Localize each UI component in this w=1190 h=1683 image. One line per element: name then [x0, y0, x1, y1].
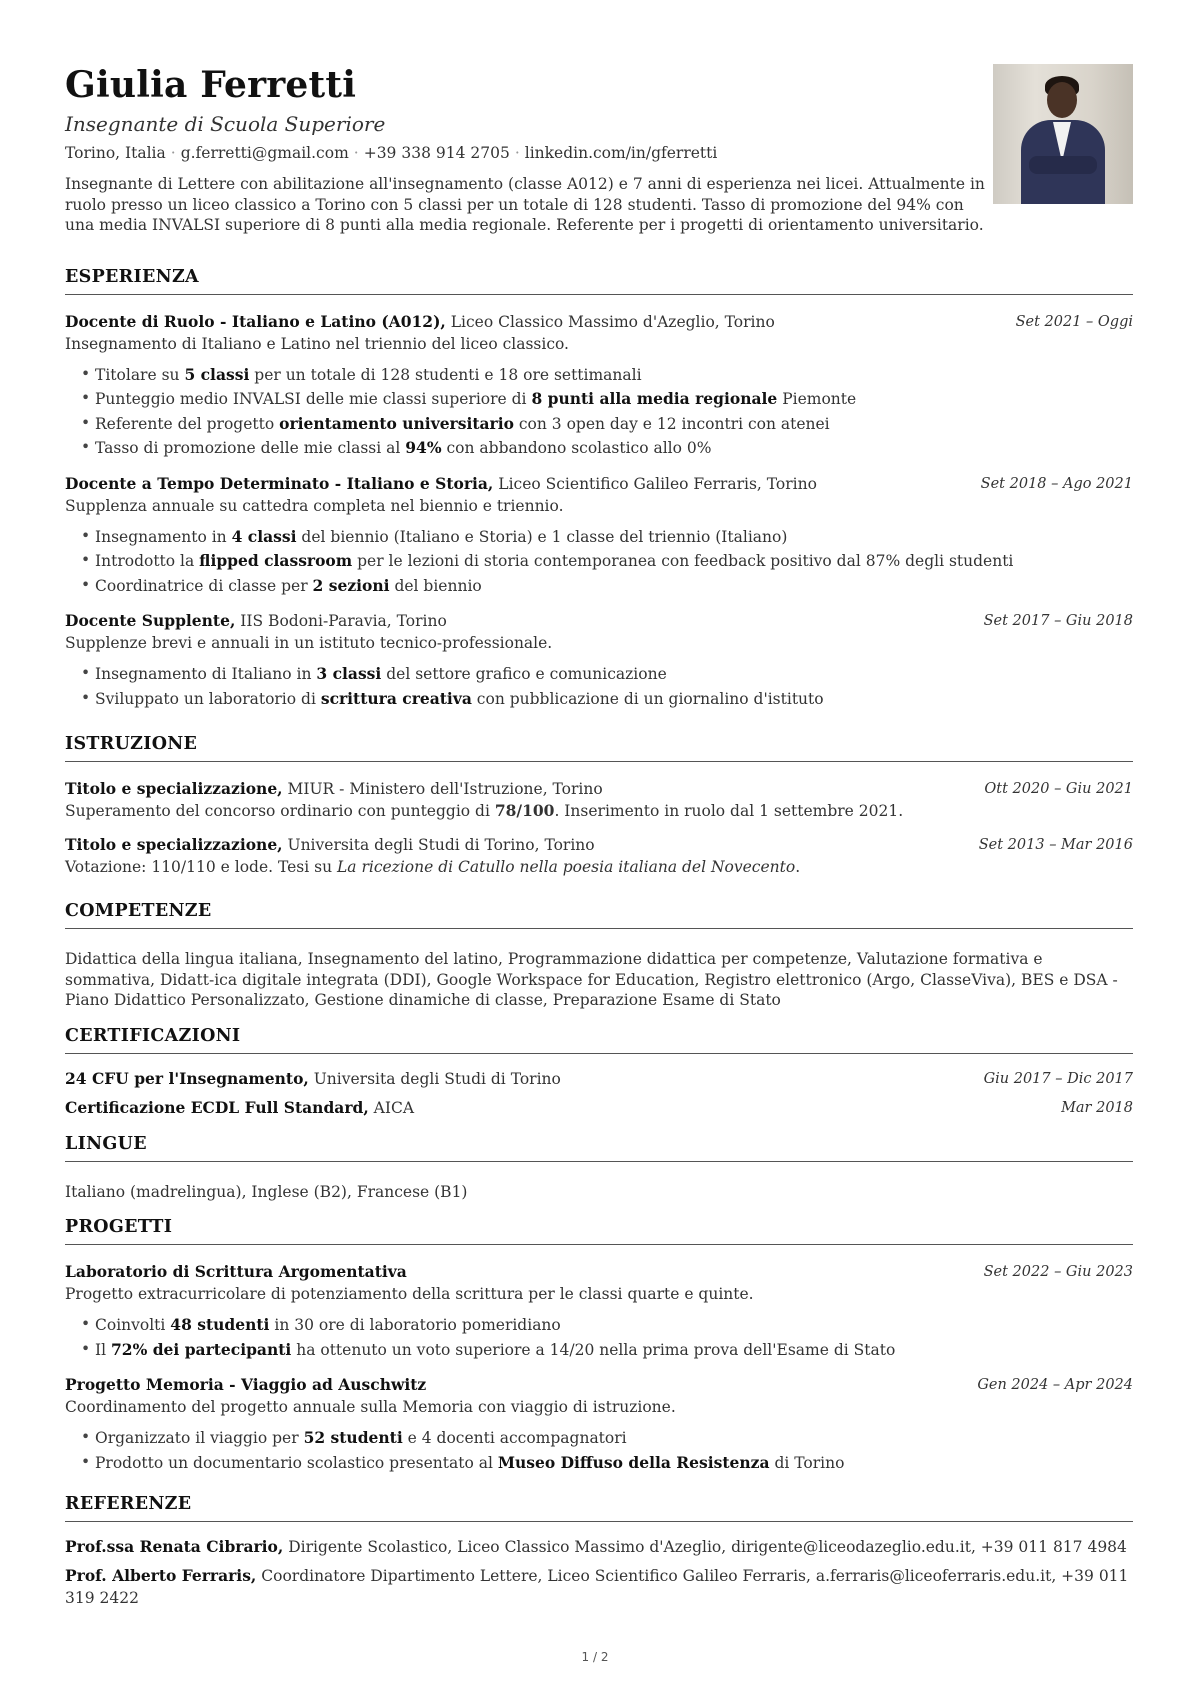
cert-org: Universita degli Studi di Torino	[308, 1069, 561, 1088]
contact-email[interactable]: g.ferretti@gmail.com	[180, 144, 349, 162]
reference-entry	[65, 1536, 1133, 1558]
reference-entry	[65, 1565, 1133, 1609]
cert-date: Mar 2018	[1061, 1099, 1133, 1116]
entry-heading	[65, 1261, 965, 1283]
contact-phone[interactable]: +39 338 914 2705	[363, 144, 510, 162]
experience-entry	[65, 311, 1133, 461]
entry-heading	[65, 311, 965, 333]
education-entry	[65, 778, 1133, 822]
entry-title: Titolo e specializzazione,	[65, 835, 283, 854]
entry-desc: Insegnamento di Italiano e Latino nel triennio del liceo classico.	[65, 334, 569, 353]
project-list	[65, 1261, 1133, 1475]
certification-entry	[65, 1068, 1133, 1090]
languages-text: Italiano (madrelingua), Inglese (B2), Francese (B1)	[65, 1182, 468, 1201]
contact-linkedin[interactable]: linkedin.com/in/gferretti	[524, 144, 718, 162]
entry-heading	[65, 1374, 965, 1396]
certification-entry	[65, 1097, 1133, 1119]
entry-org: Universita degli Studi di Torino, Torino	[282, 836, 595, 854]
bullet-list	[65, 1313, 1133, 1362]
entry-heading	[65, 610, 965, 632]
experience-entry	[65, 473, 1133, 599]
bullet-item: • Prodotto un documentario scolastico presentato al Museo Diffuso della Resistenza di Torino	[81, 1451, 1133, 1476]
bullet-item: • Introdotto la flipped classroom per le lezioni di storia contemporanea con feedback positivo dal 87% degli studenti	[81, 549, 1133, 574]
candidate-subtitle: Insegnante di Scuola Superiore	[65, 112, 386, 136]
section-title: ISTRUZIONE	[65, 733, 1133, 762]
entry-org: Liceo Classico Massimo d'Azeglio, Torino	[445, 312, 775, 331]
section-title: REFERENZE	[65, 1493, 1133, 1522]
entry-title: Docente Supplente,	[65, 611, 236, 630]
entry-desc: Votazione: 110/110 e lode. Tesi su La ricezione di Catullo nella poesia italiana del Novecento.	[65, 858, 801, 876]
entry-desc: Superamento del concorso ordinario con punteggio di 78/100. Inserimento in ruolo dal 1 settembre 2021.	[65, 801, 904, 820]
skills-section	[65, 900, 1133, 1011]
reference-name: Prof.ssa Renata Cibrario,	[65, 1537, 284, 1556]
skills-text: Didattica della lingua italiana, Insegnamento del latino, Programmazione didattica per competenze, Valutazione formativa e sommativa, Didatt-ica digitale integrata (DDI), Google Workspace for Education, Registro elettronico (Argo, ClasseViva), BES e DSA - Piano Didattico Personalizzato, Gestione dinamiche di classe, Preparazione Esame di Stato	[65, 950, 1118, 1009]
bullet-item: • Titolare su 5 classi per un totale di 128 studenti e 18 ore settimanali	[81, 363, 1133, 388]
entry-org: Liceo Scientifico Galileo Ferraris, Torino	[493, 474, 817, 493]
bullet-item: • Coordinatrice di classe per 2 sezioni del biennio	[81, 574, 1133, 599]
entry-date: Set 2021 – Oggi	[1015, 313, 1133, 330]
bullet-item: • Organizzato il viaggio per 52 studenti e 4 docenti accompagnatori	[81, 1426, 1133, 1451]
bullet-list	[65, 662, 1133, 711]
profile-photo	[993, 64, 1133, 204]
entry-desc: Supplenze brevi e annuali in un istituto tecnico-professionale.	[65, 634, 553, 652]
entry-date: Gen 2024 – Apr 2024	[977, 1377, 1133, 1393]
cert-title: Certificazione ECDL Full Standard,	[65, 1097, 369, 1117]
entry-desc: Coordinamento del progetto annuale sulla Memoria con viaggio di istruzione.	[65, 1398, 676, 1416]
entry-title: Docente di Ruolo - Italiano e Latino (A012),	[65, 311, 446, 331]
education-section	[65, 733, 1133, 878]
resume-page	[65, 62, 1133, 1609]
bullet-list	[65, 363, 1133, 461]
section-title: COMPETENZE	[65, 900, 1133, 929]
education-entry	[65, 834, 1133, 878]
bullet-list	[65, 525, 1133, 599]
entry-date: Set 2013 – Mar 2016	[978, 837, 1133, 853]
cert-org: AICA	[368, 1098, 415, 1117]
bullet-item: • Insegnamento in 4 classi del biennio (Italiano e Storia) e 1 classe del triennio (Italiano)	[81, 525, 1133, 550]
project-entry	[65, 1261, 1133, 1362]
cert-title: 24 CFU per l'Insegnamento,	[65, 1068, 309, 1088]
candidate-name: Giulia Ferretti	[65, 64, 357, 106]
contact-location: Torino, Italia	[65, 144, 166, 162]
experience-list	[65, 311, 1133, 712]
reference-name: Prof. Alberto Ferraris,	[65, 1566, 257, 1585]
references-section	[65, 1493, 1133, 1609]
projects-section	[65, 1216, 1133, 1475]
languages-section	[65, 1133, 1133, 1203]
bullet-item: • Tasso di promozione delle mie classi al 94% con abbandono scolastico allo 0%	[81, 436, 1133, 461]
bullet-item: • Referente del progetto orientamento universitario con 3 open day e 12 incontri con atenei	[81, 412, 1133, 437]
entry-org: MIUR - Ministero dell'Istruzione, Torino	[282, 780, 603, 798]
entry-date: Set 2022 – Giu 2023	[983, 1264, 1133, 1280]
entry-title: Docente a Tempo Determinato - Italiano e Storia,	[65, 473, 494, 493]
entry-desc: Progetto extracurricolare di potenziamento della scrittura per le classi quarte e quinte.	[65, 1285, 754, 1303]
bullet-item: • Coinvolti 48 studenti in 30 ore di laboratorio pomeridiano	[81, 1313, 1133, 1338]
entry-title: Titolo e specializzazione,	[65, 779, 283, 798]
entry-date: Ott 2020 – Giu 2021	[984, 781, 1133, 797]
bullet-item: • Insegnamento di Italiano in 3 classi del settore grafico e comunicazione	[81, 662, 1133, 687]
entry-title: Laboratorio di Scrittura Argomentativa	[65, 1262, 407, 1281]
entry-org: IIS Bodoni-Paravia, Torino	[235, 612, 447, 630]
bullet-item: • Punteggio medio INVALSI delle mie classi superiore di 8 punti alla media regionale Piemonte	[81, 387, 1133, 412]
page-number: 1 / 2	[581, 1650, 609, 1664]
cert-date: Giu 2017 – Dic 2017	[983, 1070, 1133, 1087]
bullet-item: • Sviluppato un laboratorio di scrittura creativa con pubblicazione di un giornalino d'istituto	[81, 687, 1133, 712]
bullet-item: • Il 72% dei partecipanti ha ottenuto un voto superiore a 14/20 nella prima prova dell'Esame di Stato	[81, 1338, 1133, 1363]
reference-details: Coordinatore Dipartimento Lettere, Liceo Scientifico Galileo Ferraris, a.ferraris@liceoferraris.edu.it, +39 011 319 2422	[65, 1567, 1129, 1607]
entry-date: Set 2018 – Ago 2021	[980, 475, 1133, 492]
entry-heading	[65, 473, 965, 495]
section-title: ESPERIENZA	[65, 266, 1133, 295]
certifications-section	[65, 1025, 1133, 1119]
entry-date: Set 2017 – Giu 2018	[983, 613, 1133, 629]
contact-line: Torino, Italia · g.ferretti@gmail.com · +39 338 914 2705 · linkedin.com/in/gferretti	[65, 144, 718, 162]
entry-desc: Supplenza annuale su cattedra completa nel biennio e triennio.	[65, 496, 564, 515]
entry-title: Progetto Memoria - Viaggio ad Auschwitz	[65, 1375, 427, 1394]
bullet-list	[65, 1426, 1133, 1475]
experience-entry	[65, 610, 1133, 711]
section-title: PROGETTI	[65, 1216, 1133, 1245]
reference-details: Dirigente Scolastico, Liceo Classico Massimo d'Azeglio, dirigente@liceodazeglio.edu.it, +39 011 817 4984	[283, 1538, 1127, 1556]
profile-summary: Insegnante di Lettere con abilitazione all'insegnamento (classe A012) e 7 anni di esperienza nei licei. Attualmente in ruolo presso un liceo classico a Torino con 5 classi per un totale di 128 studenti. Tasso di promozione del 94% con una media INVALSI superiore di 8 punti alla media regionale. Referente per i progetti di orientamento universitario.	[65, 175, 985, 234]
section-title: CERTIFICAZIONI	[65, 1025, 1133, 1054]
section-title: LINGUE	[65, 1133, 1133, 1162]
experience-section	[65, 266, 1133, 712]
project-entry	[65, 1374, 1133, 1475]
